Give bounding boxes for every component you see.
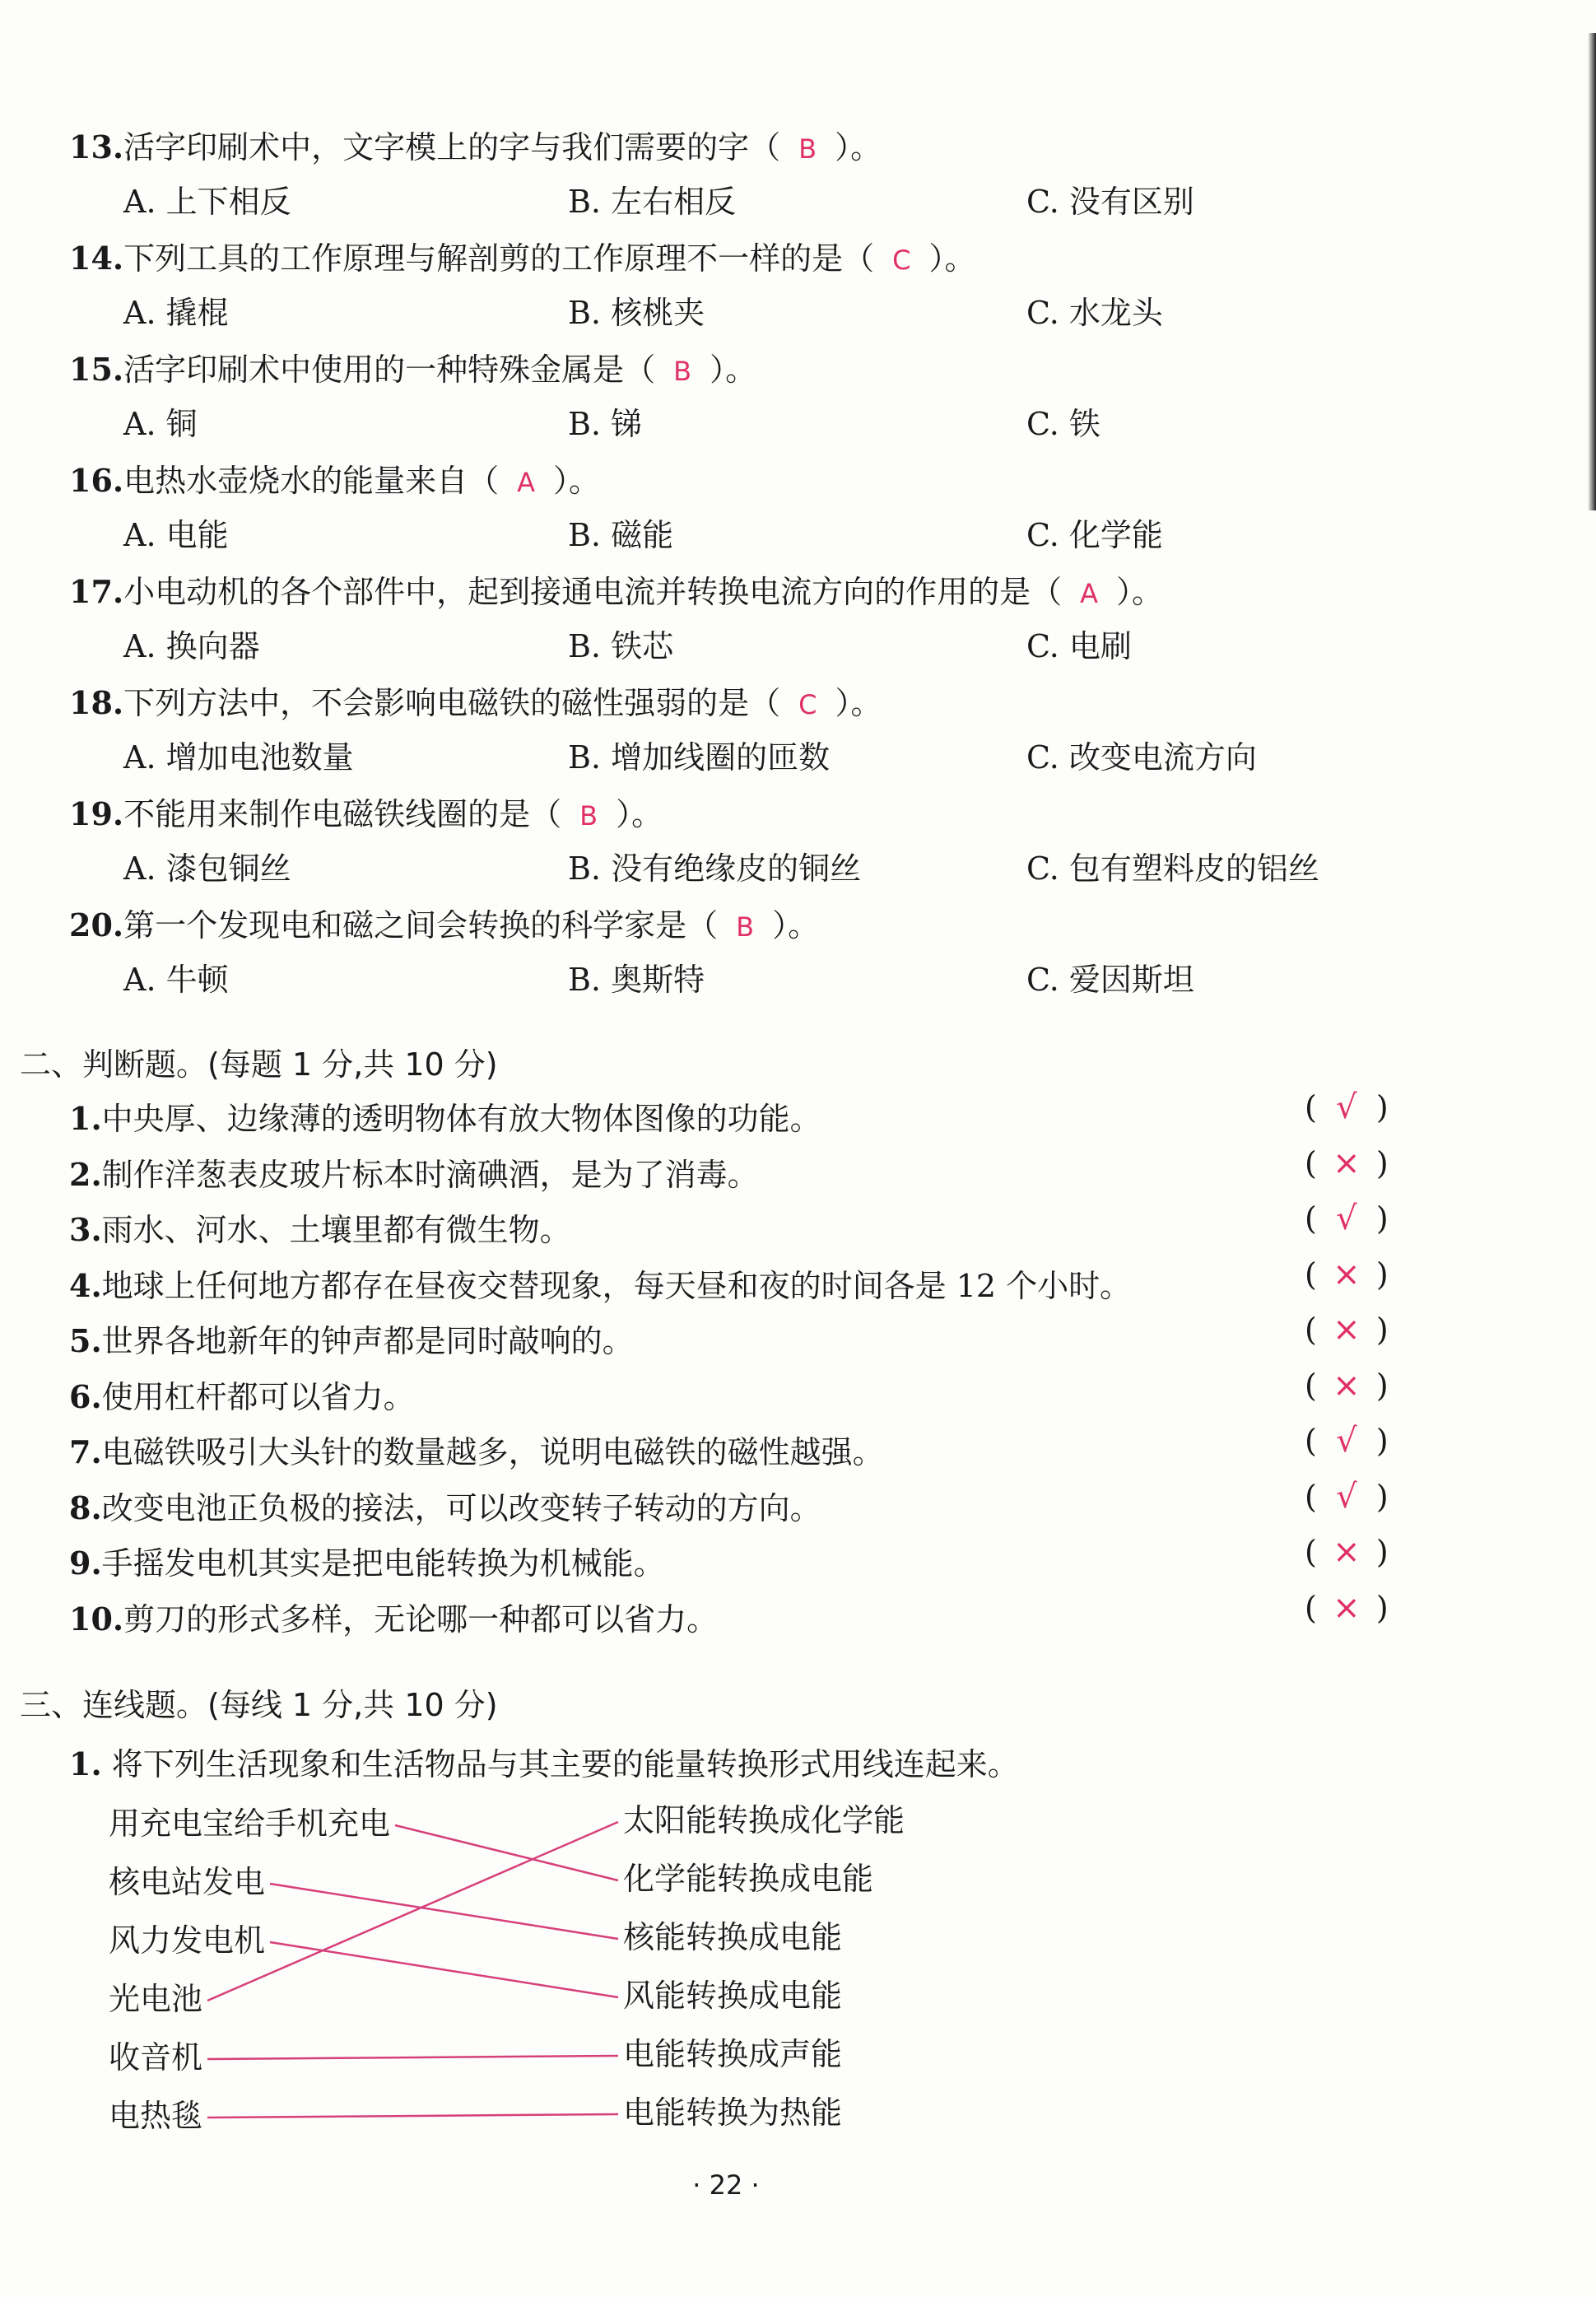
answer-option: B. 左右相反	[568, 184, 737, 220]
question-number: 15.	[69, 351, 124, 388]
question-number: 16.	[69, 462, 124, 499]
match-left-item: 核电站发电	[109, 1864, 266, 1900]
question-number: 7.	[69, 1433, 102, 1470]
paren-open: (	[1305, 1534, 1317, 1570]
answer-option: A. 换向器	[123, 628, 260, 664]
paren-close: )	[1375, 1423, 1389, 1459]
match-left-item: 光电池	[109, 1981, 203, 2017]
answer-option: C. 改变电流方向	[1026, 739, 1257, 776]
question-number: 18.	[69, 684, 124, 721]
question-number: 9.	[69, 1545, 102, 1582]
answer-mark: A	[517, 467, 536, 498]
question-tail: ）。	[835, 685, 882, 721]
answer-option: A. 电能	[123, 517, 229, 553]
answer-mark: B	[579, 800, 598, 832]
question-text: 下列方法中，不会影响电磁铁的磁性强弱的是（	[123, 685, 781, 721]
answer-mark: ×	[1333, 1589, 1361, 1627]
paren-close: )	[1375, 1590, 1389, 1626]
answer-option: B. 磁能	[568, 517, 674, 553]
match-line	[207, 2114, 618, 2118]
match-line	[395, 1825, 618, 1880]
question-tail: ）。	[616, 796, 663, 832]
question-number: 1.	[69, 1100, 102, 1137]
question-text: 电热水壶烧水的能量来自（	[123, 463, 500, 499]
answer-mark: ×	[1333, 1367, 1361, 1405]
answer-mark: √	[1336, 1200, 1357, 1237]
question-text: 不能用来制作电磁铁线圈的是（	[123, 796, 562, 832]
question-tail: ）。	[772, 907, 820, 943]
question-text: 地球上任何地方都存在昼夜交替现象，每天昼和夜的时间各是 12 个小时。	[101, 1268, 1132, 1304]
answer-mark: B	[798, 133, 817, 165]
paren-open: (	[1305, 1145, 1317, 1181]
question-text: 第一个发现电和磁之间会转换的科学家是（	[123, 907, 719, 943]
match-right-item: 电能转换成声能	[623, 2036, 843, 2072]
answer-option: A. 撬棍	[123, 295, 229, 331]
instruction-number: 1.	[69, 1745, 102, 1782]
question-number: 3.	[69, 1211, 102, 1248]
question-text: 世界各地新年的钟声都是同时敲响的。	[101, 1323, 634, 1359]
answer-option: A. 牛顿	[123, 962, 229, 998]
paren-open: (	[1305, 1367, 1317, 1404]
question-text: 下列工具的工作原理与解剖剪的工作原理不一样的是（	[123, 240, 875, 277]
paren-open: (	[1305, 1200, 1317, 1237]
page-number: · 22 ·	[692, 2169, 760, 2201]
paren-close: )	[1375, 1200, 1389, 1237]
question-text: 活字印刷术中使用的一种特殊金属是（	[123, 352, 656, 388]
question-text: 电磁铁吸引大头针的数量越多，说明电磁铁的磁性越强。	[101, 1434, 884, 1470]
answer-option: B. 锑	[568, 406, 643, 442]
question-text: 中央厚、边缘薄的透明物体有放大物体图像的功能。	[101, 1101, 821, 1137]
answer-option: A. 增加电池数量	[123, 739, 354, 776]
answer-option: C. 铁	[1026, 406, 1100, 442]
answer-option: A. 铜	[123, 406, 198, 442]
answer-option: A. 上下相反	[123, 184, 291, 220]
match-right-item: 太阳能转换成化学能	[623, 1802, 905, 1838]
answer-option: B. 奥斯特	[568, 962, 705, 998]
match-right-item: 电能转换为热能	[623, 2094, 843, 2131]
match-right-item: 核能转换成电能	[623, 1919, 843, 1955]
question-text: 制作洋葱表皮玻片标本时滴碘酒，是为了消毒。	[101, 1157, 759, 1193]
match-left-item: 用充电宝给手机充电	[109, 1805, 391, 1842]
answer-mark: √	[1336, 1088, 1357, 1126]
question-number: 6.	[69, 1378, 102, 1415]
answer-option: C. 化学能	[1026, 517, 1163, 553]
question-number: 19.	[69, 795, 124, 832]
answer-mark: ×	[1333, 1256, 1361, 1293]
question-number: 2.	[69, 1156, 102, 1193]
question-number: 20.	[69, 906, 124, 943]
paren-open: (	[1305, 1479, 1317, 1515]
question-number: 13.	[69, 128, 124, 165]
question-tail: ）。	[1116, 574, 1164, 610]
section-3-title: 三、连线题。(每线 1 分,共 10 分)	[20, 1687, 498, 1723]
answer-mark: √	[1336, 1478, 1357, 1516]
paren-close: )	[1375, 1089, 1389, 1125]
paren-close: )	[1375, 1256, 1389, 1293]
answer-option: C. 没有区别	[1026, 184, 1194, 220]
question-tail: ）。	[710, 352, 757, 388]
section-2-title: 二、判断题。(每题 1 分,共 10 分)	[20, 1046, 498, 1083]
answer-option: C. 电刷	[1026, 628, 1132, 664]
question-tail: ）。	[553, 463, 601, 499]
answer-mark: √	[1336, 1422, 1357, 1460]
question-number: 4.	[69, 1267, 102, 1304]
answer-option: B. 铁芯	[568, 628, 674, 664]
answer-mark: ×	[1333, 1144, 1361, 1182]
paren-open: (	[1305, 1423, 1317, 1459]
answer-mark: ×	[1333, 1311, 1361, 1349]
paren-close: )	[1375, 1479, 1389, 1515]
paren-open: (	[1305, 1256, 1317, 1293]
match-right-item: 化学能转换成电能	[623, 1861, 874, 1897]
paren-close: )	[1375, 1367, 1389, 1404]
match-left-item: 电热毯	[109, 2098, 203, 2134]
paren-open: (	[1305, 1089, 1317, 1125]
paren-close: )	[1375, 1145, 1389, 1181]
answer-option: A. 漆包铜丝	[123, 850, 291, 887]
question-number: 8.	[69, 1489, 102, 1526]
answer-option: C. 包有塑料皮的铝丝	[1026, 850, 1319, 887]
instruction-text: 将下列生活现象和生活物品与其主要的能量转换形式用线连起来。	[111, 1746, 1019, 1782]
match-line	[270, 1884, 618, 1939]
answer-mark: C	[892, 245, 911, 276]
question-number: 14.	[69, 240, 124, 277]
answer-option: B. 增加线圈的匝数	[568, 739, 831, 776]
question-number: 17.	[69, 573, 124, 610]
match-left-item: 收音机	[109, 2039, 203, 2076]
question-text: 小电动机的各个部件中，起到接通电流并转换电流方向的作用的是（	[123, 574, 1063, 610]
question-number: 5.	[69, 1322, 102, 1359]
paren-open: (	[1305, 1312, 1317, 1348]
question-text: 雨水、河水、土壤里都有微生物。	[101, 1212, 571, 1248]
question-text: 剪刀的形式多样，无论哪一种都可以省力。	[123, 1601, 719, 1638]
answer-mark: ×	[1333, 1533, 1361, 1571]
question-tail: ）。	[928, 240, 976, 277]
answer-option: B. 核桃夹	[568, 295, 705, 331]
answer-mark: A	[1080, 578, 1099, 609]
match-line	[207, 1822, 618, 2001]
question-tail: ）。	[835, 129, 882, 165]
answer-mark: B	[673, 356, 692, 387]
question-number: 10.	[69, 1600, 124, 1638]
question-text: 手摇发电机其实是把电能转换为机械能。	[101, 1545, 665, 1582]
answer-option: C. 爱因斯坦	[1026, 962, 1194, 998]
question-text: 活字印刷术中，文字模上的字与我们需要的字（	[123, 129, 781, 165]
answer-mark: C	[798, 689, 817, 720]
question-text: 改变电池正负极的接法，可以改变转子转动的方向。	[101, 1490, 821, 1526]
answer-option: C. 水龙头	[1026, 295, 1163, 331]
question-text: 使用杠杆都可以省力。	[101, 1379, 415, 1415]
paren-close: )	[1375, 1312, 1389, 1348]
paren-open: (	[1305, 1590, 1317, 1626]
paren-close: )	[1375, 1534, 1389, 1570]
answer-option: B. 没有绝缘皮的铜丝	[568, 850, 862, 887]
match-right-item: 风能转换成电能	[623, 1978, 843, 2014]
answer-mark: B	[736, 911, 755, 943]
match-left-item: 风力发电机	[109, 1922, 266, 1959]
match-line	[207, 2056, 618, 2059]
